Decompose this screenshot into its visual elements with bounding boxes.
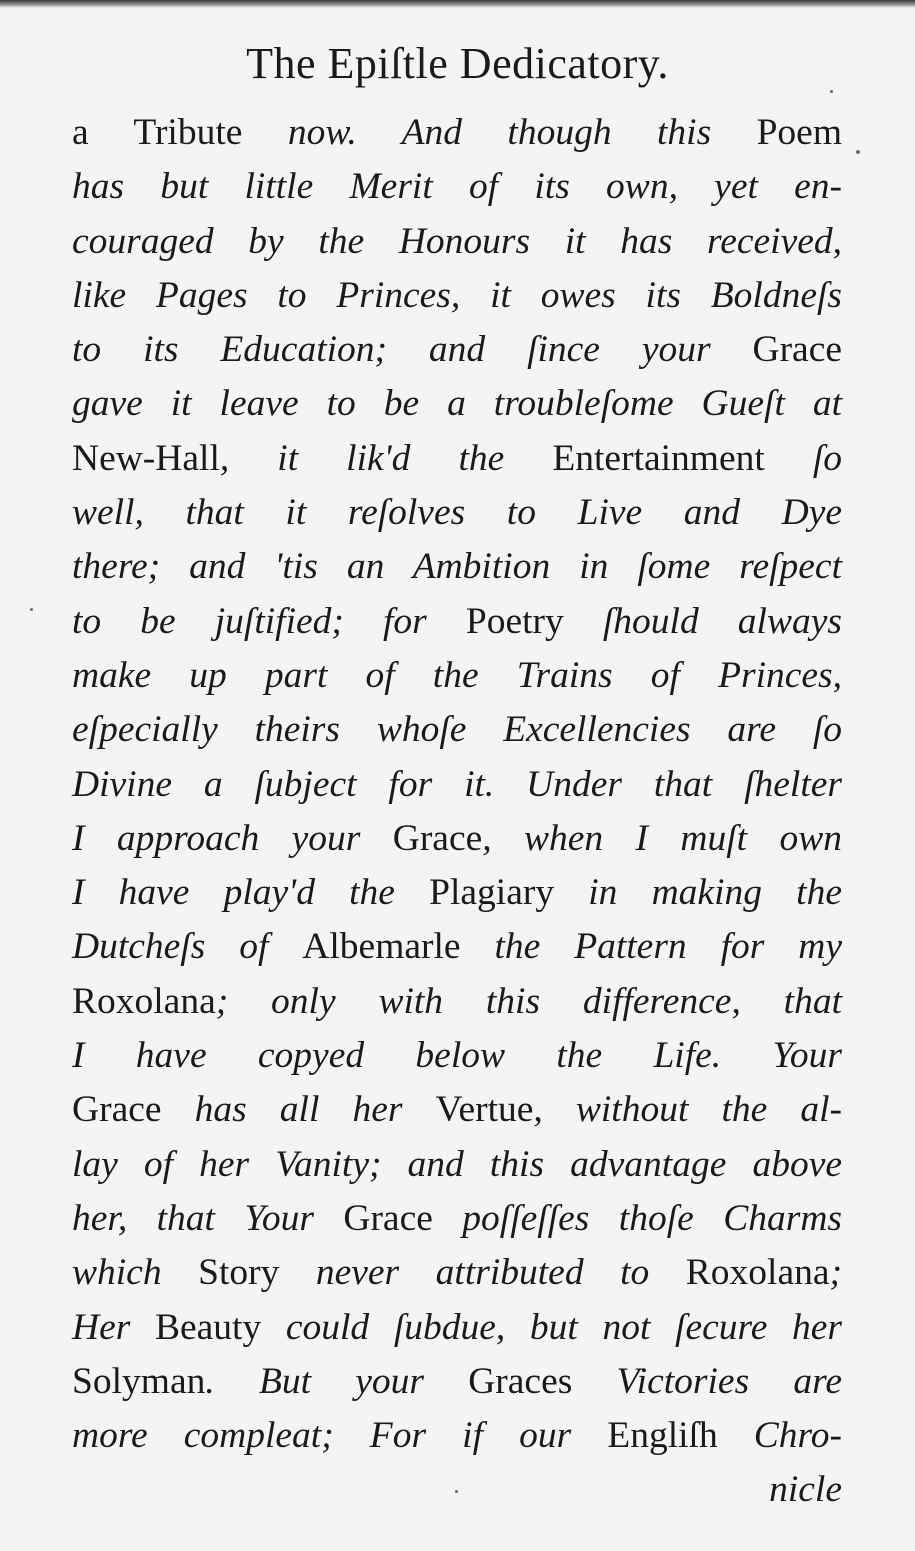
- italic-text: I approach your: [72, 817, 393, 859]
- roman-text: Entertainment: [552, 437, 765, 479]
- roman-text: a Tribute: [72, 112, 288, 153]
- text-line: [72, 1246, 842, 1300]
- text-line: [72, 486, 842, 540]
- text-line: [72, 1029, 842, 1083]
- roman-text: Vertue: [435, 1089, 534, 1131]
- roman-text: Graces: [468, 1360, 573, 1402]
- text-line: [72, 432, 842, 486]
- text-line: [72, 758, 842, 812]
- italic-text: make up part of the Trains of Princes,: [72, 654, 842, 696]
- italic-text: could ſubdue, but not ſecure her: [261, 1306, 842, 1348]
- italic-text: well, that it reſolves to Live and Dye: [72, 492, 842, 534]
- italic-text: Her: [72, 1306, 155, 1348]
- text-line: [72, 269, 842, 323]
- italic-text: Dutcheſs of: [72, 926, 303, 968]
- text-line: [72, 920, 842, 974]
- text-line: [72, 812, 842, 866]
- italic-text: never attributed to: [279, 1252, 686, 1294]
- italic-text: lay of her Vanity; and this advantage above: [72, 1143, 842, 1185]
- italic-text: . But your: [205, 1360, 469, 1402]
- italic-text: Victories are: [572, 1360, 842, 1402]
- italic-text: ſhould always: [563, 600, 842, 642]
- text-line: [72, 540, 842, 594]
- italic-text: eſpecially theirs whoſe Excellencies are ſo: [72, 709, 842, 751]
- italic-text: , it lik'd the: [219, 437, 553, 479]
- text-line: [72, 649, 842, 703]
- roman-text: Roxolana: [685, 1252, 830, 1294]
- italic-text: ;: [829, 1252, 843, 1294]
- roman-text: Grace: [392, 817, 483, 859]
- italic-text: to be juſtified; for: [72, 600, 466, 642]
- roman-text: Plagiary: [429, 872, 555, 914]
- italic-text: her, that Your: [72, 1197, 344, 1239]
- text-line: [72, 1409, 842, 1463]
- italic-text: there; and 'tis an Ambition in ſome reſpect: [72, 546, 842, 588]
- italic-text: to its Education; and ſince your: [72, 329, 753, 371]
- roman-text: Roxolana: [72, 980, 216, 1022]
- italic-text: couraged by the Honours it has received,: [72, 220, 842, 262]
- roman-text: Grace: [343, 1197, 433, 1239]
- text-line: [72, 106, 842, 160]
- text-line: [72, 866, 842, 920]
- italic-text: gave it leave to be a troubleſome Gueſt at: [72, 383, 842, 425]
- italic-text: Divine a ſubject for it. Under that ſhelter: [72, 763, 842, 805]
- catchword: nicle: [769, 1469, 842, 1511]
- ink-speck: [856, 150, 860, 154]
- italic-text: , when I muſt own: [482, 817, 842, 859]
- text-line: [72, 160, 842, 214]
- italic-text: like Pages to Princes, it owes its Boldneſs: [72, 274, 842, 316]
- ink-speck: [30, 608, 33, 611]
- body-text: [72, 106, 842, 1518]
- italic-text: ſo: [764, 437, 843, 479]
- text-line: [72, 595, 842, 649]
- text-line: [72, 703, 842, 757]
- roman-text: Solyman: [72, 1360, 206, 1402]
- italic-text: Chro-: [717, 1415, 842, 1457]
- italic-text: I have copyed below the Life. Your: [72, 1035, 842, 1077]
- roman-text: Poem: [756, 112, 842, 153]
- italic-text: , without the al-: [533, 1089, 842, 1131]
- italic-text: has all her: [161, 1089, 436, 1131]
- ink-speck: [455, 1490, 458, 1493]
- italic-text: now. And though this: [287, 112, 757, 153]
- text-line: [72, 1355, 842, 1409]
- italic-text: ; only with this difference, that: [215, 980, 842, 1022]
- text-line: [72, 323, 842, 377]
- running-head: The Epiſtle Dedicatory.: [246, 39, 669, 88]
- text-line: [72, 1083, 842, 1137]
- italic-text: in making the: [554, 872, 842, 914]
- text-line: [72, 1138, 842, 1192]
- text-line: [72, 975, 842, 1029]
- roman-text: Engliſh: [607, 1415, 718, 1457]
- ink-speck: [830, 90, 833, 93]
- roman-text: Beauty: [154, 1306, 262, 1348]
- italic-text: which: [72, 1252, 199, 1294]
- roman-text: Story: [198, 1252, 280, 1294]
- italic-text: has but little Merit of its own, yet en-: [72, 166, 842, 208]
- roman-text: Grace: [72, 1089, 162, 1131]
- text-line: [72, 1301, 842, 1355]
- italic-text: more compleat; For if our: [72, 1415, 608, 1457]
- roman-text: Albemarle: [302, 926, 461, 968]
- text-line: [72, 215, 842, 269]
- italic-text: the Pattern for my: [460, 926, 842, 968]
- roman-text: New-Hall: [72, 437, 220, 479]
- italic-text: I have play'd the: [72, 872, 430, 914]
- text-line: [72, 1192, 842, 1246]
- roman-text: Poetry: [465, 600, 564, 642]
- roman-text: Grace: [752, 329, 842, 371]
- italic-text: poſſeſſes thoſe Charms: [432, 1197, 842, 1239]
- text-line: [72, 377, 842, 431]
